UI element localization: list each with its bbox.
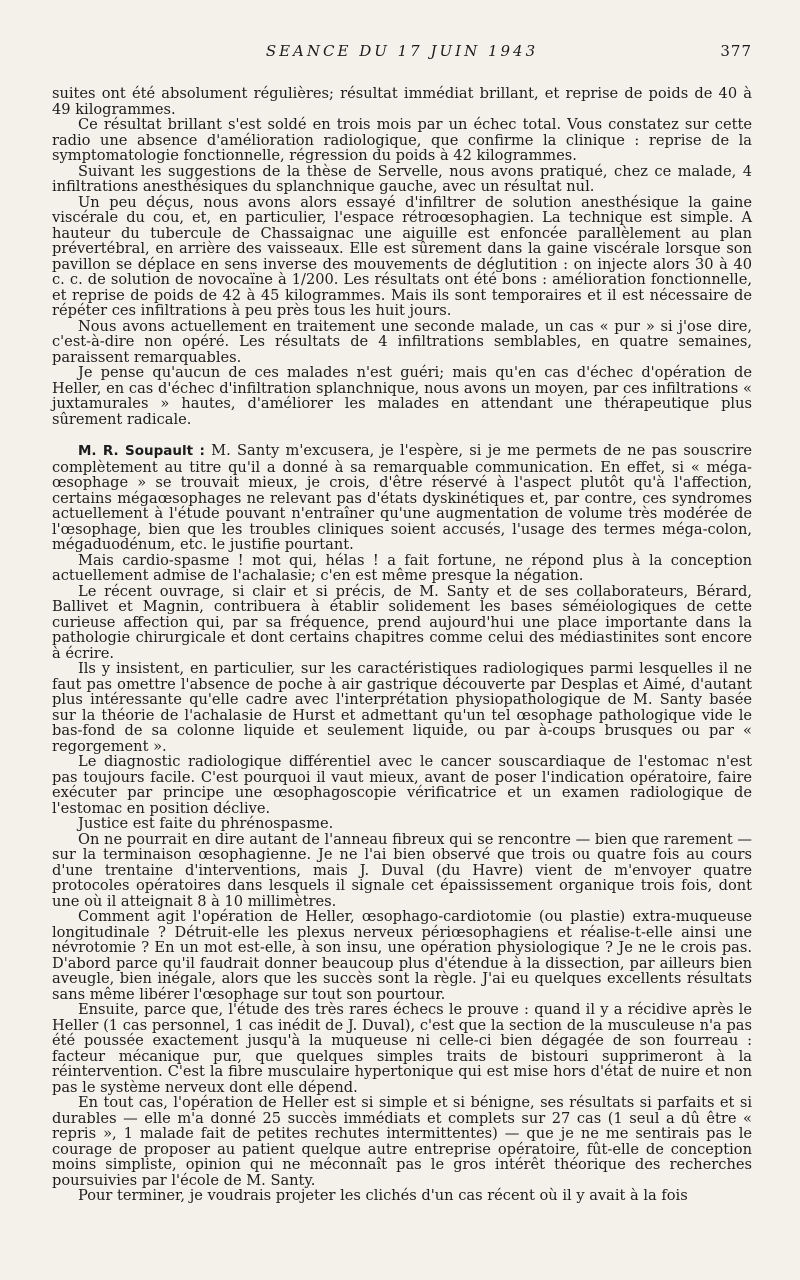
page-header (52, 42, 752, 66)
paragraph: Comment agit l'opération de Heller, œsophago-cardiotomie (ou plastie) extra-muqueuse longitudinale ? Détruit-elle les plexus nerveux périœsophagiens et réalise-t-elle ainsi une névrotomie ? En un mot est-elle, à son insu, une opération physiologique ? Je ne le crois pas. D'abord parce qu'il faudrait donner beaucoup plus d'étendue à la dissection, par ailleurs bien aveugle, bien inégale, alors que les succès sont la règle. J'ai eu quelques excellents résultats sans même libérer l'œsophage sur tout son pourtour. (52, 908, 752, 1003)
paragraph: Nous avons actuellement en traitement une seconde malade, un cas « pur » si j'ose dire, c'est-à-dire non opéré. Les résultats de 4 infiltrations semblables, en quatre semaines, paraissent remarquables. (52, 317, 752, 366)
paragraph: Pour terminer, je voudrais projeter les clichés d'un cas récent où il y avait à la fois (78, 1187, 688, 1204)
paragraph: Justice est faite du phrénospasme. (78, 815, 334, 832)
paragraph: Suivant les suggestions de la thèse de Servelle, nous avons pratiqué, chez ce malade, 4 infiltrations anesthésiques du splanchnique gauche, avec un résultat nul. (52, 162, 752, 195)
speaker-name: M. R. Soupault : (78, 443, 205, 459)
paragraph: Le récent ouvrage, si clair et si précis, de M. Santy et de ses collaborateurs, Bérard, Ballivet et Magnin, contribuera à établir solidement les bases séméiologiques de cette curieuse affection qui, par sa fréquence, prend aujourd'hui une place importante dans la pathologie chirurgicale et dont certains chapitres comme celui des médiastinites sont encore à écrire. (52, 582, 752, 662)
body-text (52, 86, 752, 1204)
paragraph: Ils y insistent, en particulier, sur les caractéristiques radiologiques parmi lesquelles il ne faut pas omettre l'absence de poche à air gastrique découverte par Desplas et Aimé, d'autant plus intéressante qu'elle cadre avec l'interprétation physiopathologique de M. Santy basée sur la théorie de l'achalasie de Hurst et admettant qu'un tel œsophage pathologique vide le bas-fond de sa colonne liquide et seulement liquide, ou par à-coups brusques ou par « regorgement ». (52, 660, 752, 755)
running-title: SEANCE DU 17 JUIN 1943 (265, 42, 539, 60)
paragraph: Mais cardio-spasme ! mot qui, hélas ! a fait fortune, ne répond plus à la conception actuellement admise de l'achalasie; c'en est même presque la négation. (52, 551, 752, 584)
paragraph: On ne pourrait en dire autant de l'anneau fibreux qui se rencontre — bien que rarement — sur la terminaison œsophagienne. Je ne l'ai bien observé que trois ou quatre fois au cours d'une trentaine d'interventions, mais J. Duval (du Havre) vient de m'envoyer quatre protocoles opératoires dans lesquels il signale cet épaississement organique trois fois, dont une où il atteignait 8 à 10 millimètres. (52, 830, 752, 910)
paragraph: Ensuite, parce que, l'étude des très rares échecs le prouve : quand il y a récidive après le Heller (1 cas personnel, 1 cas inédit de J. Duval), c'est que la section de la musculeuse n'a pas été poussée exactement jusqu'à la muqueuse ni celle-ci bien dégagée de son fourreau : facteur mécanique pur, que quelques simples traits de bistouri supprimeront à la réintervention. C'est la fibre musculaire hypertonique qui est mise hors d'état de nuire et non pas le système nerveux dont elle dépend. (52, 1001, 752, 1096)
paragraph: Le diagnostic radiologique différentiel avec le cancer souscardiaque de l'estomac n'est pas toujours facile. C'est pourquoi il vaut mieux, avant de poser l'indication opératoire, faire exécuter par principe une œsophagoscopie vérificatrice et un examen radiologique de l'estomac en position déclive. (52, 753, 752, 817)
page-number: 377 (720, 42, 752, 60)
intervention-text: M. Santy m'excusera, je l'espère, si je me permets de ne pas souscrire complètement au titre qu'il a donné à sa remarquable communication. En effet, si « méga-œsophage » se trouvait mieux, je crois, d'être réservé à l'aspect plutôt qu'à l'affection, certains mégaœsophages ne relevant pas d'états dyskinétiques et, par contre, ces syndromes actuellement à l'étude pouvant n'entraîner qu'une augmentation de volume très modérée de l'œsophage, bien que les troubles cliniques soient accusés, l'usage des termes méga-colon, mégaduodénum, etc. le justifie pourtant. (52, 442, 752, 553)
paragraph: Un peu déçus, nous avons alors essayé d'infiltrer de solution anesthésique la gaine viscérale du cou, et, en particulier, l'espace rétroœsophagien. La technique est simple. A hauteur du tubercule de Chassaignac une aiguille est enfoncée parallèlement au plan prévertébral, en arrière des vaisseaux. Elle est sûrement dans la gaine viscérale lorsque son pavillon se déplace en sens inverse des mouvements de déglutition : on injecte alors 30 à 40 c. c. de solution de novocaïne à 1/200. Les résultats ont été bons : amélioration fonctionnelle, et reprise de poids de 42 à 45 kilogrammes. Mais ils sont temporaires et il est nécessaire de répéter ces infiltrations à peu près tous les huit jours. (52, 193, 752, 319)
paragraph: En tout cas, l'opération de Heller est si simple et si bénigne, ses résultats si parfaits et si durables — elle m'a donné 25 succès immédiats et complets sur 27 cas (1 seul a dû être « repris », 1 malade fait de petites rechutes intermittentes) — que je ne me sentirais pas le courage de proposer au patient quelque autre entreprise opératoire, fût-elle de conception moins simpliste, opinion qui ne méconnaît pas le gros intérêt théorique des recherches poursuivies par l'école de M. Santy. (52, 1094, 752, 1189)
paragraph: Je pense qu'aucun de ces malades n'est guéri; mais qu'en cas d'échec d'opération de Heller, en cas d'échec d'infiltration splanchnique, nous avons un moyen, par ces infiltrations « juxtamurales » hautes, d'améliorer les malades en attendant une thérapeutique plus sûrement radicale. (52, 364, 752, 428)
section-gap (52, 427, 752, 443)
intervention-paragraph (52, 443, 752, 553)
paragraph: Ce résultat brillant s'est soldé en trois mois par un échec total. Vous constatez sur cette radio une absence d'amélioration radiologique, que confirme la clinique : reprise de la symptomatologie fonctionnelle, régression du poids à 42 kilogrammes. (52, 116, 752, 164)
paragraph: suites ont été absolument régulières; résultat immédiat brillant, et reprise de poids de 40 à 49 kilogrammes. (52, 85, 752, 118)
